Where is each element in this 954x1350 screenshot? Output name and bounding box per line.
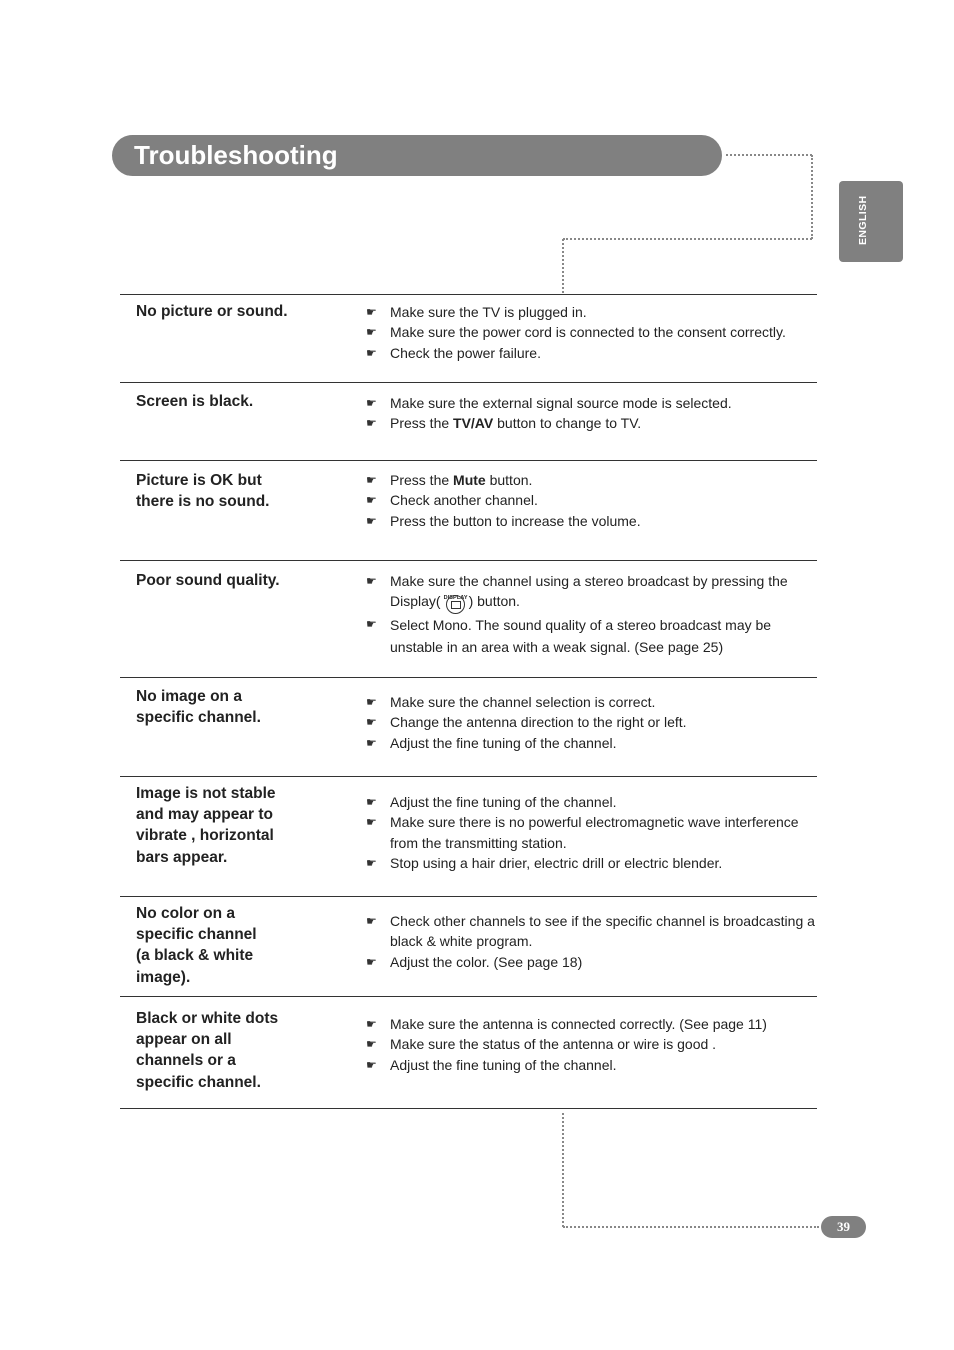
language-tab (839, 181, 903, 262)
solution-item (366, 692, 818, 712)
solution-text: Make sure the external signal source mode is selected. (390, 395, 732, 411)
solution-text: Stop using a hair drier, electric drill or electric blender. (390, 854, 723, 871)
solution-list (366, 393, 818, 434)
solution-text: Make sure there is no powerful electromagnetic wave interference from the transmitting station. (390, 814, 799, 851)
problem-line: channels or a (136, 1052, 236, 1070)
problem-text (136, 570, 326, 591)
table-row (120, 382, 817, 460)
pointing-hand-icon: ☛ (366, 795, 377, 809)
solution-list (366, 470, 818, 531)
problem-line: Screen is black. (136, 393, 254, 410)
pointing-hand-icon: ☛ (366, 815, 377, 830)
solution-text: ) button. (468, 593, 520, 610)
solution-item (366, 490, 818, 510)
dotted-line-bottom-drop (562, 1113, 564, 1227)
display-button-icon (442, 592, 468, 612)
solution-text: Check the power failure. (390, 344, 541, 361)
problem-line: No image on a (136, 688, 242, 705)
solution-item (366, 302, 818, 322)
solution-item (366, 393, 818, 413)
solution-item (366, 470, 818, 490)
language-tab-label: ENGLISH (857, 195, 869, 245)
solution-item (366, 1034, 818, 1054)
solution-text: Adjust the fine tuning of the channel. (390, 734, 617, 751)
table-row (120, 677, 817, 776)
pointing-hand-icon: ☛ (366, 695, 377, 709)
problem-text (136, 686, 326, 728)
table-row (120, 560, 817, 677)
solution-item (366, 853, 818, 873)
problem-text (136, 470, 326, 512)
solution-item (366, 952, 818, 972)
pointing-hand-icon: ☛ (366, 617, 377, 632)
problem-line: and may appear to (136, 806, 273, 824)
problem-line: specific channel. (136, 709, 261, 727)
solution-item (366, 733, 818, 753)
pointing-hand-icon: ☛ (366, 1037, 377, 1052)
problem-line: Black or white dots (136, 1010, 279, 1027)
solution-list (366, 911, 818, 972)
solution-text: button to change to TV. (493, 415, 642, 432)
solution-text: Adjust the fine tuning of the channel. (390, 1056, 617, 1073)
pointing-hand-icon: ☛ (366, 345, 377, 360)
display-button-label: DISPLAY (443, 595, 468, 602)
solution-text: Make sure the channel selection is correct. (390, 694, 656, 710)
solution-list (366, 571, 818, 658)
pointing-hand-icon: ☛ (366, 305, 377, 319)
solution-text: Press the (390, 415, 454, 432)
page-title: Troubleshooting (134, 140, 338, 170)
pointing-hand-icon: ☛ (366, 954, 377, 969)
table-row (120, 896, 817, 996)
problem-text (136, 783, 326, 868)
solution-text: Check other channels to see if the specific channel is broadcasting a black & white program. (390, 913, 815, 950)
problem-line: Poor sound quality. (136, 572, 280, 589)
solution-text: Make sure the channel using a stereo broadcast by pressing the Display( (390, 573, 788, 610)
problem-text (136, 301, 326, 322)
pointing-hand-icon: ☛ (366, 493, 377, 508)
solution-item (366, 911, 818, 952)
pointing-hand-icon: ☛ (366, 914, 377, 928)
solution-text: Make sure the status of the antenna or wire is good . (390, 1036, 717, 1053)
solution-item (366, 792, 818, 812)
solution-item (366, 712, 818, 732)
problem-line: No color on a (136, 905, 236, 922)
problem-line: vibrate , horizontal (136, 827, 274, 845)
table-row (120, 776, 817, 896)
solution-item (366, 413, 818, 433)
button-name: TV/AV (453, 415, 494, 432)
solution-item (366, 1055, 818, 1075)
pointing-hand-icon: ☛ (366, 1017, 377, 1031)
solution-item (366, 812, 818, 853)
solution-list (366, 792, 818, 873)
problem-line: No picture or sound. (136, 303, 288, 320)
dotted-line-bottom (563, 1226, 819, 1228)
page-number: 39 (821, 1216, 866, 1238)
problem-line: there is no sound. (136, 493, 270, 511)
solution-text: Make sure the TV is plugged in. (390, 304, 587, 320)
solution-text: Make sure the antenna is connected correctly. (See page 11) (390, 1016, 767, 1032)
problem-line: Picture is OK but (136, 472, 262, 489)
solution-text: Press the button to increase the volume. (390, 512, 641, 529)
pointing-hand-icon: ☛ (366, 396, 377, 410)
solution-text: Check another channel. (390, 492, 538, 509)
table-row (120, 996, 817, 1109)
troubleshooting-table (120, 294, 817, 1109)
pointing-hand-icon: ☛ (366, 325, 377, 340)
problem-line: appear on all (136, 1031, 232, 1049)
problem-text (136, 1008, 326, 1093)
pointing-hand-icon: ☛ (366, 1057, 377, 1072)
solution-item (366, 1014, 818, 1034)
pointing-hand-icon: ☛ (366, 416, 377, 431)
solution-item (366, 322, 818, 342)
solution-text: Press the (390, 472, 454, 488)
button-name: Mute (453, 472, 486, 488)
problem-line: bars appear. (136, 848, 228, 866)
solution-text: Make sure the power cord is connected to the consent correctly. (390, 324, 786, 341)
problem-line: specific channel (136, 926, 257, 944)
problem-line: Image is not stable (136, 785, 276, 802)
problem-line: (a black & white (136, 947, 254, 965)
table-row (120, 294, 817, 382)
display-button-screen (451, 601, 461, 609)
solution-item (366, 343, 818, 363)
dotted-line-top (726, 154, 812, 156)
dotted-line-right (811, 155, 813, 239)
pointing-hand-icon: ☛ (366, 574, 377, 588)
solution-text: Adjust the fine tuning of the channel. (390, 794, 617, 810)
problem-text (136, 903, 326, 988)
dotted-line-mid (563, 238, 812, 240)
table-row (120, 460, 817, 560)
solution-list (366, 692, 818, 753)
pointing-hand-icon: ☛ (366, 473, 377, 487)
dotted-line-drop (562, 239, 564, 293)
solution-text: Adjust the color. (See page 18) (390, 953, 583, 970)
problem-line: specific channel. (136, 1073, 261, 1091)
solution-item (366, 614, 818, 658)
solution-item (366, 571, 818, 612)
pointing-hand-icon: ☛ (366, 715, 377, 730)
problem-text (136, 391, 326, 412)
title-bar (112, 135, 722, 176)
pointing-hand-icon: ☛ (366, 735, 377, 750)
solution-list (366, 1014, 818, 1075)
pointing-hand-icon: ☛ (366, 513, 377, 528)
solution-text: Change the antenna direction to the right or left. (390, 714, 687, 731)
solution-text: Select Mono. The sound quality of a stereo broadcast may be unstable in an area with a weak signal. (See page 25) (390, 617, 772, 656)
solution-list (366, 302, 818, 363)
pointing-hand-icon: ☛ (366, 855, 377, 870)
solution-item (366, 511, 818, 531)
problem-line: image). (136, 968, 191, 986)
solution-text: button. (485, 472, 533, 488)
